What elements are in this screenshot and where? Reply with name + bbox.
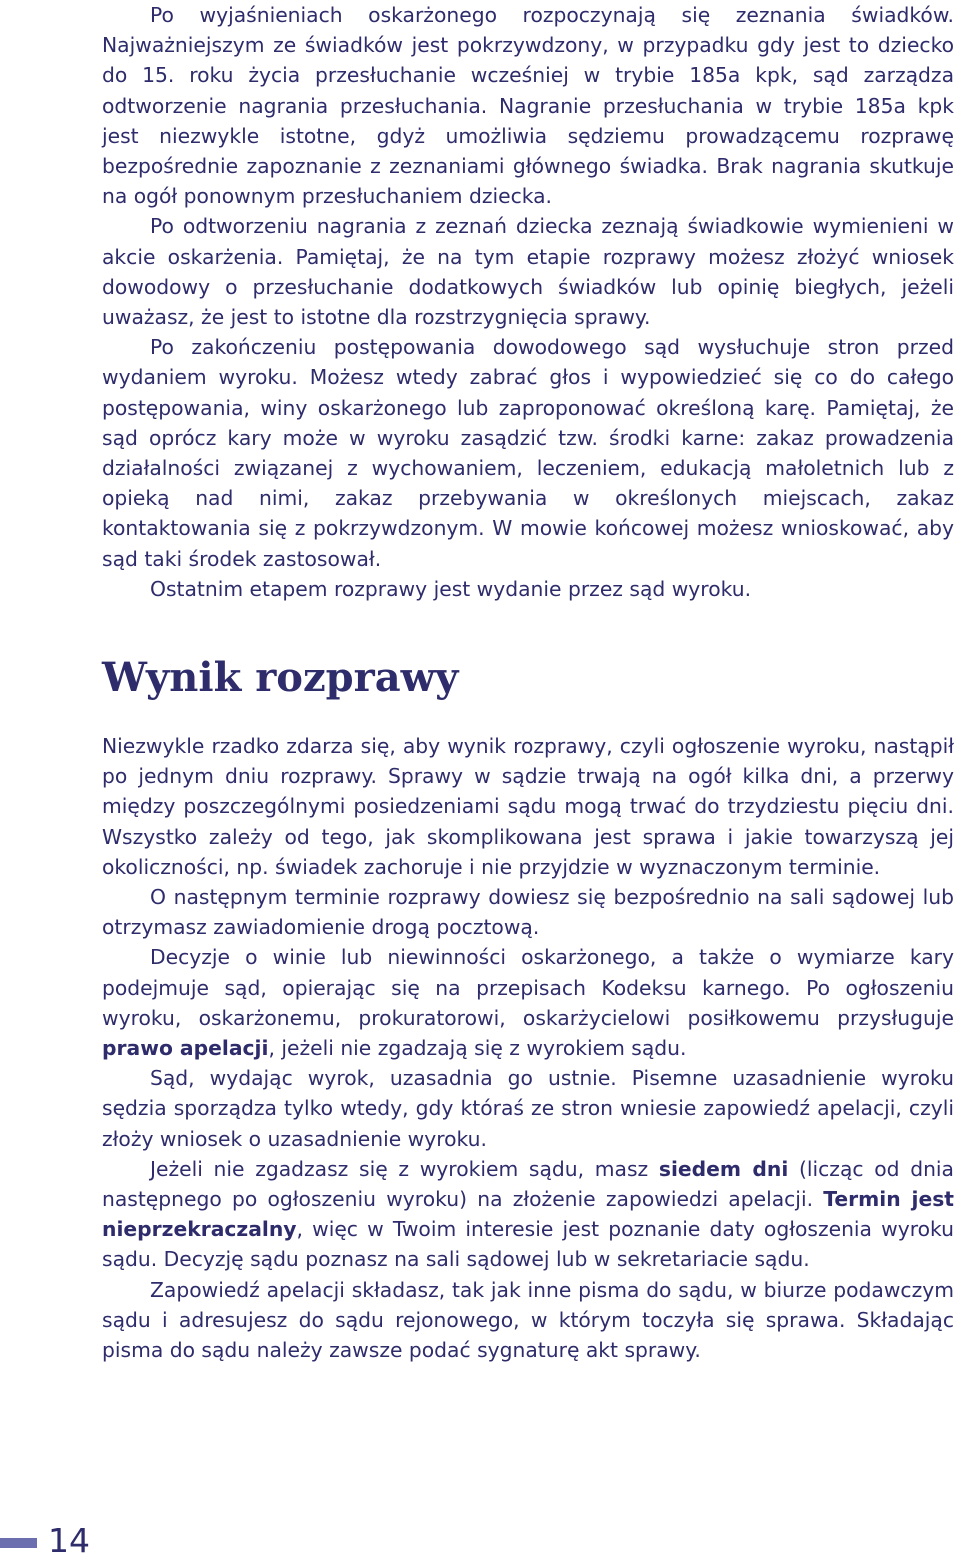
paragraph: Zapowiedź apelacji składasz, tak jak inne pisma do sądu, w biurze podawczym sądu i adresujesz do sądu rejonowego, w którym toczyła się sprawa. Składając pisma do sądu należy zawsze podać sygnaturę akt sprawy. bbox=[102, 1277, 954, 1363]
paragraph: Po wyjaśnieniach oskarżonego rozpoczynają się zeznania świadków. Najważniejszym ze świadków jest pokrzywdzony, w przypadku gdy jest to dziecko do 15. roku życia przesłuchanie wcześniej w trybie 185a kpk, sąd zarządza odtworzenie nagrania przesłuchania. Nagranie przesłuchania w trybie 185a kpk jest niezwykle istotne, gdyż umożliwia sędziemu prowadzącemu rozprawę bezpośrednie zapoznanie z zeznaniami głównego świadka. Brak nagrania skutkuje na ogół ponownym przesłuchaniem dziecka. bbox=[102, 3, 954, 209]
top-section bbox=[102, 0, 954, 604]
page-number: 14 bbox=[48, 1521, 90, 1560]
paragraph: Ostatnim etapem rozprawy jest wydanie przez sąd wyroku. bbox=[150, 576, 752, 601]
text-run: Jeżeli nie zgadzasz się z wyrokiem sądu, masz bbox=[150, 1156, 659, 1181]
paragraph: Sąd, wydając wyrok, uzasadnia go ustnie. Pisemne uzasadnienie wyroku sędzia sporządza tylko wtedy, gdy któraś ze stron wniesie zapowiedź apelacji, czyli złoży wniosek o uzasadnienie wyroku. bbox=[102, 1066, 954, 1151]
paragraph: Niezwykle rzadko zdarza się, aby wynik rozprawy, czyli ogłoszenie wyroku, nastąpił po jednym dniu rozprawy. Sprawy w sądzie trwają na ogół kilka dni, a przerwy między poszczególnymi posiedzeniami sądu mogą trwać do trzydziestu pięciu dni. Wszystko zależy od tego, jak skomplikowana jest sprawa i jakie towarzyszą jej okoliczności, np. świadek zachoruje i nie przyjdzie w wyznaczonym terminie. bbox=[102, 734, 954, 879]
text-run: Decyzje o winie lub niewinności oskarżonego, a także o wymiarze kary podejmuje sąd, opierając się na przepisach Kodeksu karnego. Po ogłoszeniu wyroku, oskarżonemu, prokuratorowi, oskarżycielowi posiłkowemu przysługuje bbox=[102, 945, 954, 1030]
text-run: , jeżeli nie zgadzają się z wyrokiem sądu. bbox=[268, 1036, 687, 1061]
paragraph: O następnym terminie rozprawy dowiesz się bezpośrednio na sali sądowej lub otrzymasz zawiadomienie drogą pocztową. bbox=[102, 885, 954, 940]
paragraph: Po odtworzeniu nagrania z zeznań dziecka zeznają świadkowie wymienieni w akcie oskarżenia. Pamiętaj, że na tym etapie rozprawy możesz złożyć wniosek dowodowy o przesłuchanie dodatkowych świadków lub opinię biegłych, jeżeli uważasz, że jest to istotne dla rozstrzygnięcia sprawy. bbox=[102, 214, 954, 330]
bold-text: Termin jest nieprzekraczalny bbox=[102, 1187, 954, 1242]
text-run: , więc w Twoim interesie jest poznanie daty ogłoszenia wyroku sądu. Decyzję sądu poznasz na sali sądowej lub w sekretariacie sądu. bbox=[102, 1217, 954, 1272]
section-heading: Wynik rozprawy bbox=[102, 654, 459, 701]
footer-bar bbox=[0, 1538, 37, 1548]
paragraph: Po zakończeniu postępowania dowodowego sąd wysłuchuje stron przed wydaniem wyroku. Możesz wtedy zabrać głos i wypowiedzieć się co do całego postępowania, winy oskarżonego lub zaproponować określoną karę. Pamiętaj, że sąd oprócz kary może w wyroku zasądzić tzw. środki karne: zakaz prowadzenia działalności związanej z wychowaniem, leczeniem, edukacją małoletnich lub z opieką nad nimi, zakaz przebywania w określonych miejscach, zakaz kontaktowania się z pokrzywdzonym. W mowie końcowej możesz wnioskować, aby sąd taki środek zastosował. bbox=[102, 335, 954, 571]
bold-text: prawo apelacji bbox=[102, 1036, 269, 1061]
text-run: (licząc od dnia następnego po ogłoszeniu wyroku) na złożenie zapowiedzi apelacji. bbox=[102, 1156, 954, 1212]
bottom-section bbox=[102, 731, 954, 1365]
paragraph bbox=[102, 942, 954, 1063]
bold-text: siedem dni bbox=[658, 1156, 789, 1181]
paragraph bbox=[102, 1154, 954, 1275]
